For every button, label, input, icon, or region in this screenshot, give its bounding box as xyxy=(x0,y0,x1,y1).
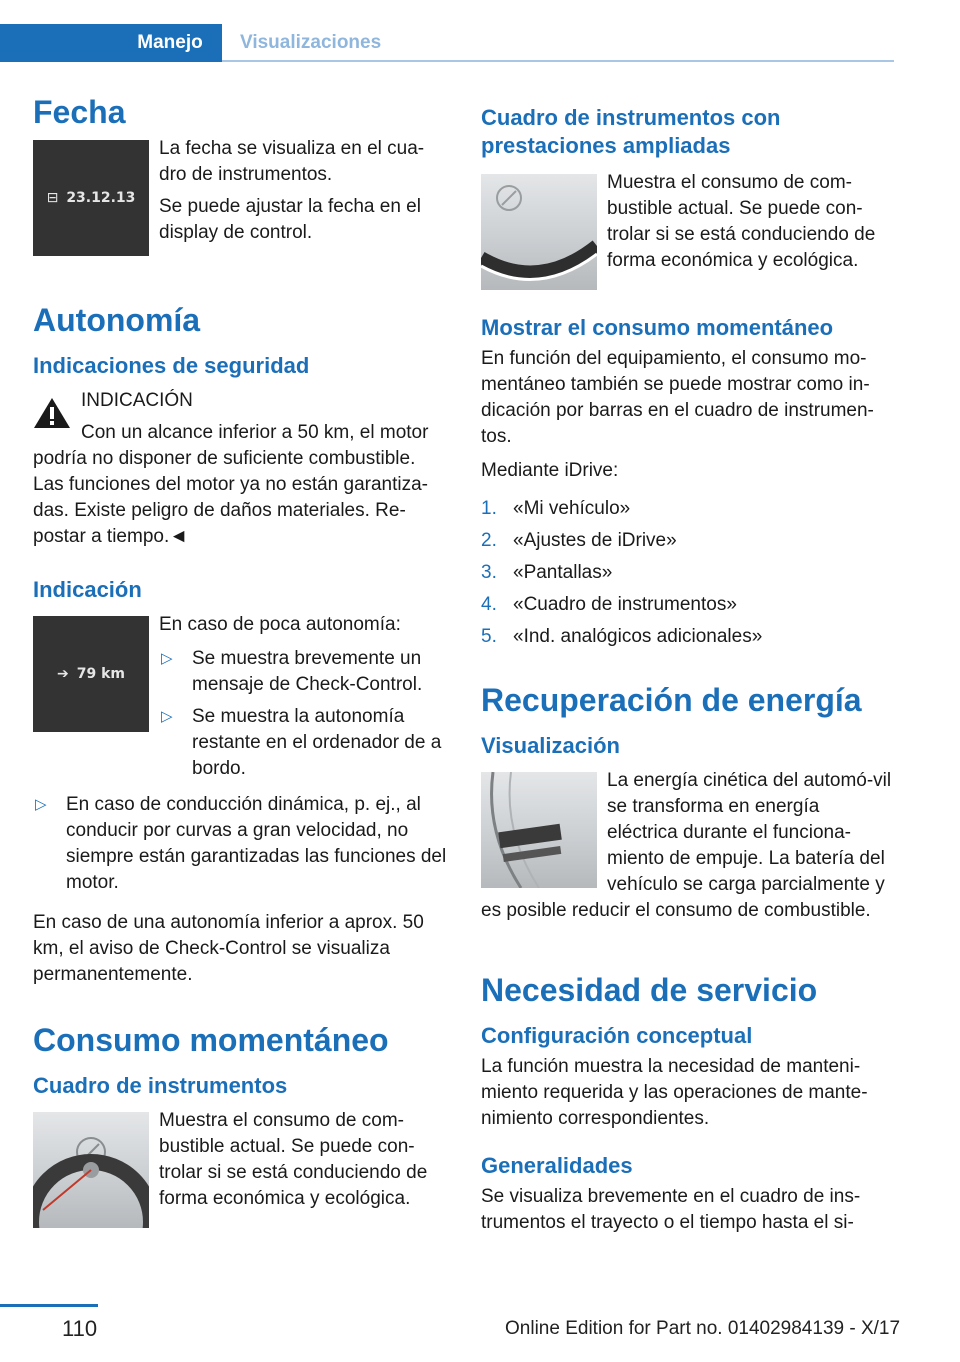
dynamic-driving-list xyxy=(33,792,447,896)
cuadro-paragraph: Muestra el consumo de com-bustible actual. Se puede con-trolar si se está conduciendo de forma económica y ecológica. xyxy=(159,1110,428,1209)
gauge-graphic xyxy=(33,1112,149,1228)
warning-icon xyxy=(33,396,71,430)
idrive-label: Mediante iDrive: xyxy=(481,460,619,481)
tab-visualizaciones[interactable]: Visualizaciones xyxy=(240,32,382,53)
section-title-consumo: Consumo momentáneo xyxy=(33,1022,389,1058)
fecha-paragraph-2: Se puede ajustar la fecha en el display de control. xyxy=(159,196,421,243)
fecha-paragraph-1: La fecha se visualiza en el cua-dro de instrumentos. xyxy=(159,138,425,185)
gauge-graphic xyxy=(481,174,597,290)
configuracion-paragraph: La función muestra la necesidad de manteni-miento requerida y las operaciones de mante-nimiento correspondientes. xyxy=(481,1056,868,1129)
list-item: 1. «Mi vehículo» xyxy=(481,498,631,519)
header-bar xyxy=(0,24,118,62)
subtitle-indicaciones-seguridad: Indicaciones de seguridad xyxy=(33,353,310,378)
autonomia-paragraph: En caso de una autonomía inferior a aprox. 50 km, el aviso de Check-Control se visualiza permanentemente. xyxy=(33,912,424,985)
section-title-fecha: Fecha xyxy=(33,94,126,130)
idrive-steps xyxy=(481,496,895,650)
instrument-cluster-image xyxy=(33,1112,149,1228)
subtitle-cuadro-instrumentos: Cuadro de instrumentos xyxy=(33,1073,288,1098)
list-item: ▷ En caso de conducción dinámica, p. ej., al conducir por curvas a gran velocidad, no siempre están garantizadas las funciones del motor. xyxy=(35,794,447,893)
page-number-rule xyxy=(0,1304,98,1307)
mostrar-paragraph: En función del equipamiento, el consumo mo-mentáneo también se puede mostrar como in-dicación por barras en el cuadro de instrumen-tos. xyxy=(481,348,874,447)
gauge-graphic xyxy=(481,772,597,888)
section-title-servicio: Necesidad de servicio xyxy=(481,972,818,1008)
energy-recovery-image xyxy=(481,772,597,888)
triangle-bullet-icon: ▷ xyxy=(161,708,173,725)
page-number: 110 xyxy=(62,1316,98,1341)
extended-cluster-image xyxy=(481,174,597,290)
indicacion-intro: En caso de poca autonomía: xyxy=(159,614,401,635)
subtitle-visualizacion: Visualización xyxy=(481,733,620,758)
generalidades-paragraph: Se visualiza brevemente en el cuadro de ins-trumentos el trayecto o el tiempo hasta el si- xyxy=(481,1186,861,1233)
subtitle-configuracion: Configuración conceptual xyxy=(481,1023,753,1048)
calendar-icon: ⊟ xyxy=(46,190,59,206)
recuperacion-paragraph: La energía cinética del automó-vil se transforma en energía eléctrica durante el funciona-miento de empuje. La batería del vehículo se carga parcialmente y es posible reducir el consumo de combustible. xyxy=(481,770,892,921)
triangle-bullet-icon: ▷ xyxy=(161,650,173,667)
section-title-autonomia: Autonomía xyxy=(33,302,201,338)
date-display-text: ⊟ 23.12.13 xyxy=(46,190,136,206)
range-display-text: ➔ 79 km xyxy=(57,666,125,682)
date-display-image xyxy=(33,140,149,256)
header-divider xyxy=(222,60,894,62)
left-column xyxy=(33,92,447,1228)
warning-text: Con un alcance inferior a 50 km, el motor podría no disponer de suficiente combustible. Las funciones del motor ya no están garantiza-das. Existe peligro de daños materiales. Re-postar a tiempo.◄ xyxy=(33,422,429,547)
section-title-recuperacion: Recuperación de energía xyxy=(481,682,862,718)
ampliadas-paragraph: Muestra el consumo de com-bustible actual. Se puede con-trolar si se está conduciendo de forma económica y ecológica. xyxy=(607,172,876,271)
footer-edition-note: Online Edition for Part no. 01402984139 - X/17 xyxy=(505,1318,901,1339)
subtitle-indicacion: Indicación xyxy=(33,577,142,602)
list-item: 3. «Pantallas» xyxy=(481,562,613,583)
subtitle-cuadro-ampliadas: Cuadro de instrumentos con prestaciones ampliadas xyxy=(481,105,781,158)
fuel-arrow-icon: ➔ xyxy=(57,666,69,682)
subtitle-generalidades: Generalidades xyxy=(481,1153,633,1178)
list-item: 4. «Cuadro de instrumentos» xyxy=(481,594,737,615)
tab-manejo[interactable]: Manejo xyxy=(118,24,222,62)
indicacion-list xyxy=(159,646,447,782)
page-header xyxy=(0,0,960,62)
list-item: ▷ Se muestra la autonomía restante en el ordenador de a bordo. xyxy=(161,706,442,779)
warning-label: INDICACIÓN xyxy=(81,390,193,411)
triangle-bullet-icon: ▷ xyxy=(35,796,47,813)
list-item: 2. «Ajustes de iDrive» xyxy=(481,530,677,551)
list-item: ▷ Se muestra brevemente un mensaje de Check-Control. xyxy=(161,648,423,695)
right-column xyxy=(481,104,895,1236)
subtitle-mostrar-consumo: Mostrar el consumo momentáneo xyxy=(481,315,834,340)
range-display-image xyxy=(33,616,149,732)
list-item: 5. «Ind. analógicos adicionales» xyxy=(481,626,763,647)
